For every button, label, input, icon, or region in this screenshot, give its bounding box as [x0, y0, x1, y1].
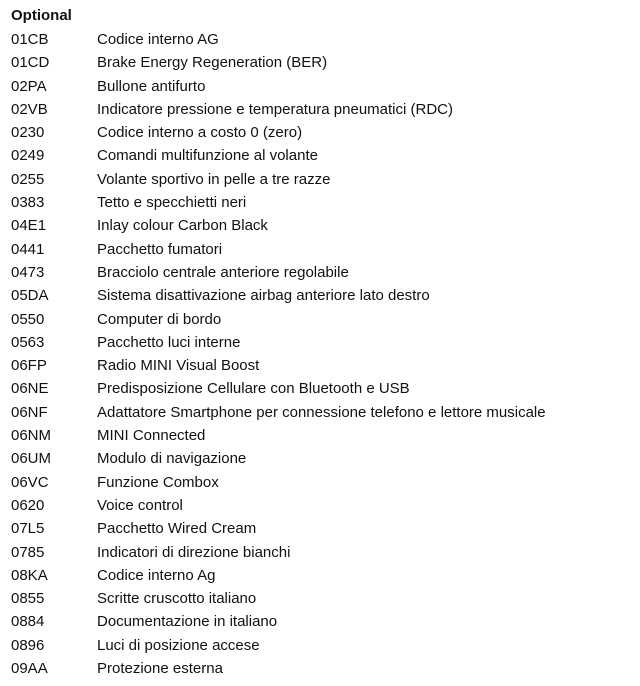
option-description: Pacchetto Wired Cream	[97, 520, 257, 538]
option-code: 02VB	[11, 100, 48, 118]
option-code: 0383	[11, 194, 45, 212]
option-row	[0, 146, 640, 169]
option-code: 0255	[11, 170, 45, 188]
option-description: Modulo di navigazione	[97, 450, 247, 468]
option-code: 0249	[11, 147, 45, 165]
option-row	[0, 473, 640, 496]
option-code: 0550	[11, 310, 45, 328]
option-code: 0230	[11, 124, 45, 142]
option-row	[0, 403, 640, 426]
option-row	[0, 193, 640, 216]
option-row	[0, 286, 640, 309]
option-row	[0, 216, 640, 239]
option-code: 01CB	[11, 31, 49, 48]
option-code: 06NM	[11, 427, 52, 445]
option-description: Pacchetto luci interne	[97, 333, 241, 351]
option-row	[0, 589, 640, 612]
option-description: Inlay colour Carbon Black	[97, 217, 268, 235]
option-code: 0441	[11, 240, 45, 258]
option-description: Predisposizione Cellulare con Bluetooth e USB	[97, 380, 410, 398]
option-row	[0, 636, 640, 659]
option-code: 09AA	[11, 660, 48, 678]
option-row	[0, 612, 640, 635]
option-description: Sistema disattivazione airbag anteriore lato destro	[97, 287, 430, 305]
option-code: 0896	[11, 636, 45, 654]
option-row	[0, 123, 640, 146]
option-description: Luci di posizione accese	[97, 636, 260, 654]
option-code: 06VC	[11, 473, 49, 491]
option-row	[0, 659, 640, 682]
option-row	[0, 543, 640, 566]
option-description: Computer di bordo	[97, 310, 222, 328]
option-row	[0, 77, 640, 100]
option-code: 0884	[11, 613, 45, 631]
option-row	[0, 100, 640, 123]
option-description: Documentazione in italiano	[97, 613, 278, 631]
option-row	[0, 379, 640, 402]
option-description: Radio MINI Visual Boost	[97, 357, 260, 375]
option-description: Codice interno Ag	[97, 566, 216, 584]
option-description: Bracciolo centrale anteriore regolabile	[97, 263, 349, 281]
option-row	[0, 519, 640, 542]
option-code: 02PA	[11, 77, 47, 95]
option-row	[0, 310, 640, 333]
option-description: Comandi multifunzione al volante	[97, 147, 318, 165]
option-description: Scritte cruscotto italiano	[97, 590, 257, 608]
option-row	[0, 170, 640, 193]
option-row	[0, 426, 640, 449]
option-description: Codice interno AG	[97, 31, 219, 48]
option-description: Voice control	[97, 496, 183, 514]
option-code: 05DA	[11, 287, 49, 305]
option-code: 04E1	[11, 217, 47, 235]
option-code: 0473	[11, 263, 45, 281]
option-description: MINI Connected	[97, 427, 206, 445]
option-description: Volante sportivo in pelle a tre razze	[97, 170, 331, 188]
option-row	[0, 263, 640, 286]
option-description: Funzione Combox	[97, 473, 219, 491]
option-description: Protezione esterna	[97, 660, 223, 678]
option-description: Bullone antifurto	[97, 77, 206, 95]
option-description: Brake Energy Regeneration (BER)	[97, 54, 328, 72]
option-code: 06FP	[11, 357, 47, 375]
option-code: 07L5	[11, 520, 45, 538]
option-description: Codice interno a costo 0 (zero)	[97, 124, 303, 142]
option-row	[0, 240, 640, 263]
options-list	[0, 30, 640, 682]
option-code: 08KA	[11, 566, 48, 584]
option-code: 06NF	[11, 403, 48, 421]
option-row	[0, 356, 640, 379]
section-heading: Optional	[11, 7, 72, 24]
option-row	[0, 566, 640, 589]
option-description: Tetto e specchietti neri	[97, 194, 247, 212]
option-row	[0, 496, 640, 519]
option-description: Pacchetto fumatori	[97, 240, 223, 258]
option-code: 0855	[11, 590, 45, 608]
option-code: 06NE	[11, 380, 49, 398]
option-code: 06UM	[11, 450, 52, 468]
option-code: 01CD	[11, 54, 50, 72]
option-row	[0, 53, 640, 76]
option-row	[0, 333, 640, 356]
option-description: Indicatori di direzione bianchi	[97, 543, 291, 561]
option-description: Indicatore pressione e temperatura pneumatici (RDC)	[97, 100, 453, 118]
option-row	[0, 449, 640, 472]
option-row	[0, 30, 640, 53]
option-code: 0785	[11, 543, 45, 561]
option-code: 0563	[11, 333, 45, 351]
option-code: 0620	[11, 496, 45, 514]
option-description: Adattatore Smartphone per connessione telefono e lettore musicale	[97, 403, 546, 421]
